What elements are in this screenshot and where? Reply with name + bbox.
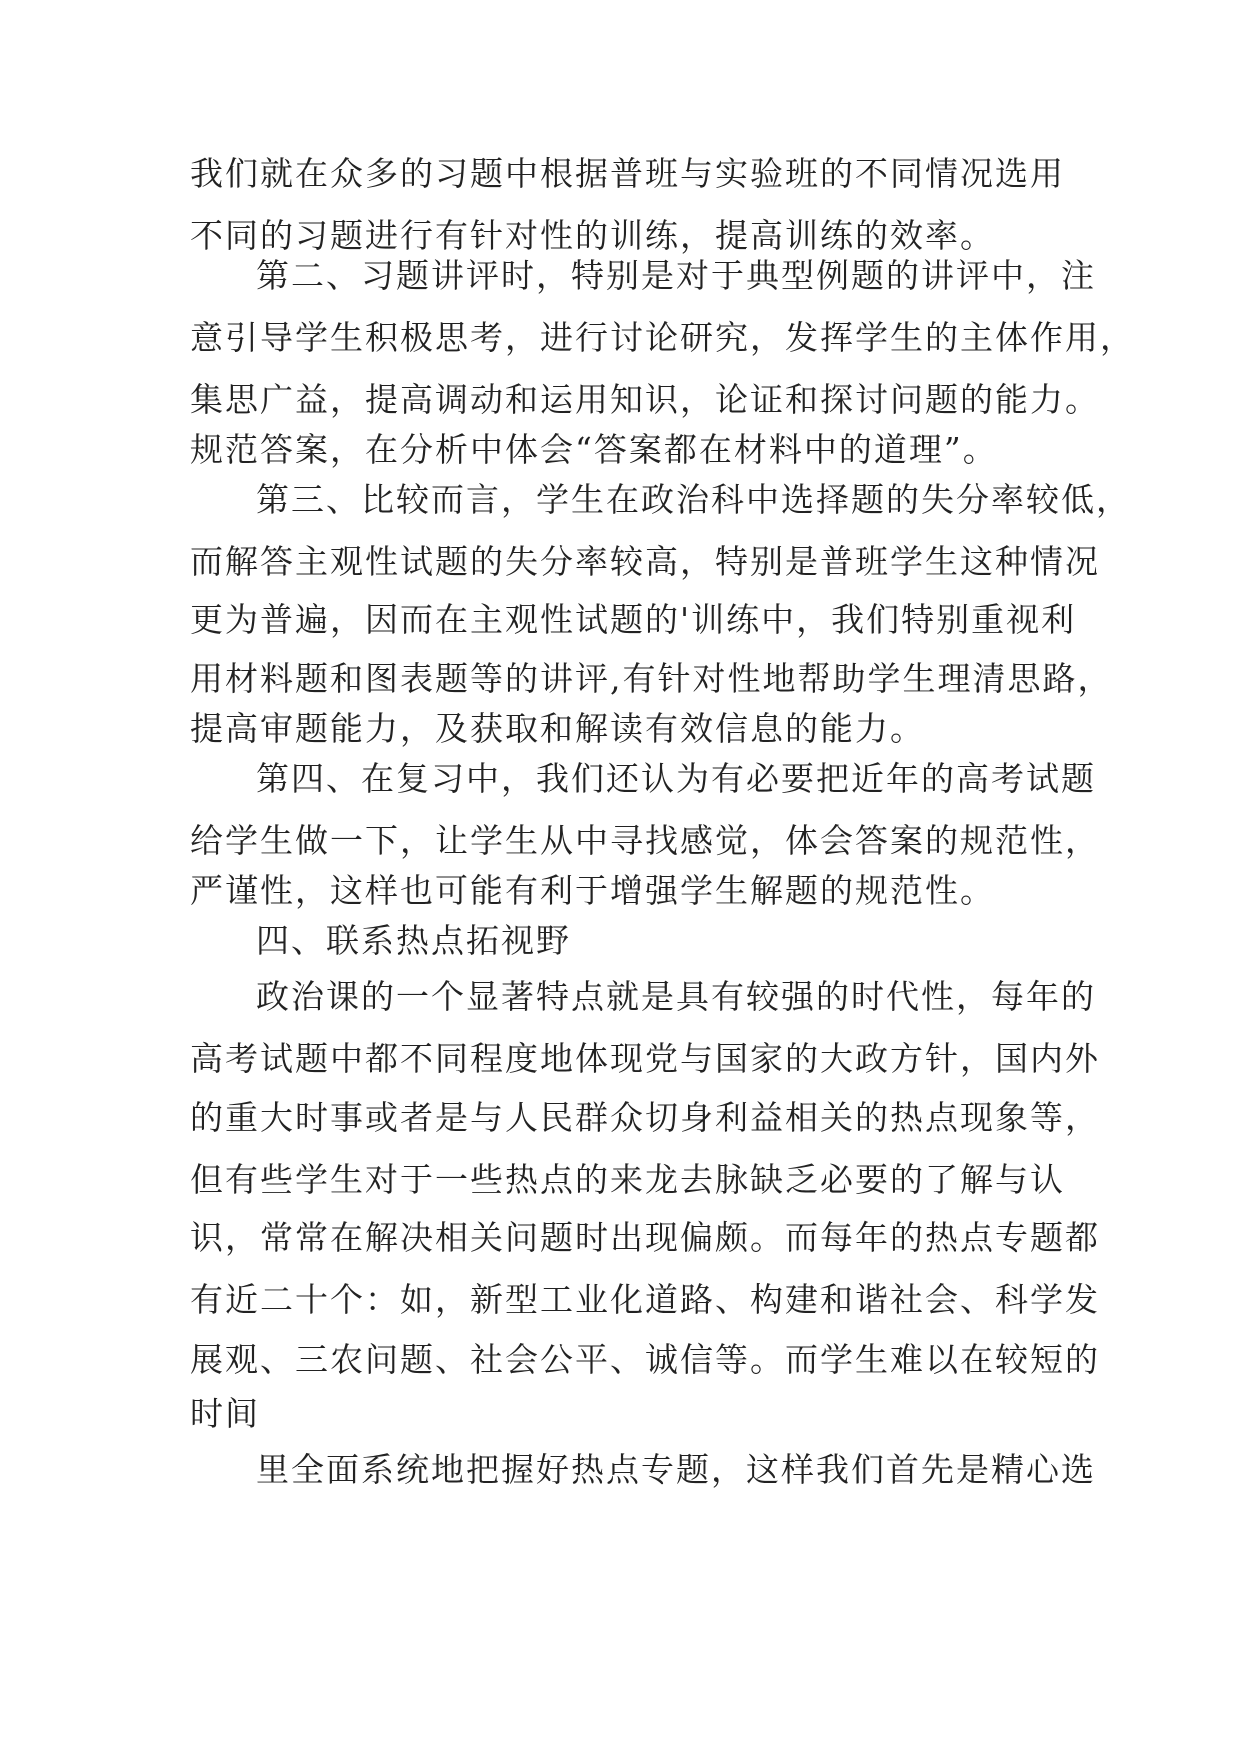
text-line: 规范答案，在分析中体会“答案都在材料中的道理”。: [190, 430, 998, 469]
text-line: 更为普遍，因而在主观性试题的'训练中，我们特别重视利: [190, 600, 1077, 639]
text-line: 而解答主观性试题的失分率较高，特别是普班学生这种情况: [190, 542, 1100, 581]
text-line: 展观、三农问题、社会公平、诚信等。而学生难以在较短的: [190, 1340, 1100, 1379]
text-line: 第二、习题讲评时，特别是对于典型例题的讲评中，注: [256, 256, 1096, 295]
text-line: 严谨性，这样也可能有利于增强学生解题的规范性。: [190, 871, 995, 910]
text-line: 我们就在众多的习题中根据普班与实验班的不同情况选用: [190, 154, 1065, 193]
text-line: 时间: [190, 1394, 260, 1433]
text-line: 政治课的一个显著特点就是具有较强的时代性，每年的: [256, 977, 1096, 1016]
text-line: 集思广益，提高调动和运用知识，论证和探讨问题的能力。: [190, 380, 1100, 419]
text-line: 意引导学生积极思考，进行讨论研究，发挥学生的主体作用，: [190, 318, 1135, 357]
text-line: 但有些学生对于一些热点的来龙去脉缺乏必要的了解与认: [190, 1160, 1065, 1199]
text-line: 第三、比较而言，学生在政治科中选择题的失分率较低，: [256, 480, 1131, 519]
text-line: 提高审题能力，及获取和解读有效信息的能力。: [190, 709, 925, 748]
text-line: 里全面系统地把握好热点专题，这样我们首先是精心选: [256, 1450, 1096, 1489]
text-line: 用材料题和图表题等的讲评,有针对性地帮助学生理清思路，: [190, 659, 1113, 698]
text-line: 有近二十个：如，新型工业化道路、构建和谐社会、科学发: [190, 1280, 1100, 1319]
text-line: 四、联系热点拓视野: [256, 921, 571, 960]
text-line: 高考试题中都不同程度地体现党与国家的大政方针，国内外: [190, 1039, 1100, 1078]
text-line: 的重大时事或者是与人民群众切身利益相关的热点现象等，: [190, 1098, 1100, 1137]
text-line: 识，常常在解决相关问题时出现偏颇。而每年的热点专题都: [190, 1218, 1100, 1257]
text-line: 第四、在复习中，我们还认为有必要把近年的高考试题: [256, 759, 1096, 798]
text-line: 不同的习题进行有针对性的训练，提高训练的效率。: [190, 216, 995, 255]
text-line: 给学生做一下，让学生从中寻找感觉，体会答案的规范性，: [190, 821, 1100, 860]
